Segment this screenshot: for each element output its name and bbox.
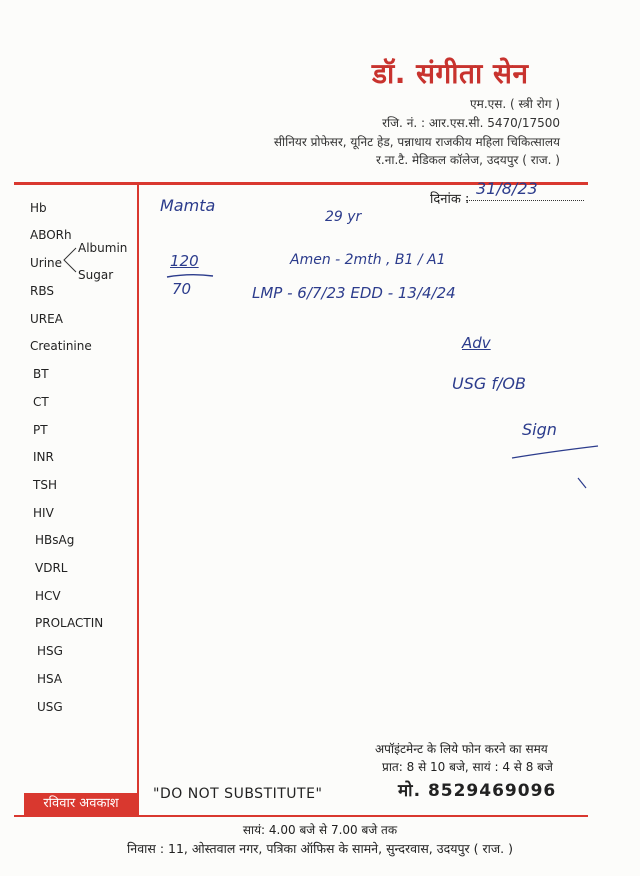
handwritten-patient-name: Mamta: [160, 196, 216, 215]
test-creatinine: Creatinine: [30, 339, 92, 353]
appointment-times: प्रात: 8 से 10 बजे, सायं : 4 से 8 बजे: [382, 760, 553, 774]
handwritten-date: 31/8/23: [476, 179, 538, 198]
handwritten-bp-bottom: 70: [172, 280, 192, 298]
test-prolactin: PROLACTIN: [35, 616, 104, 630]
test-urea: UREA: [30, 312, 63, 326]
test-hsg: HSG: [37, 644, 63, 658]
test-sugar: Sugar: [78, 268, 114, 282]
date-line: [466, 200, 584, 201]
test-ct: CT: [33, 395, 49, 409]
registration-number: रजि. नं. : आर.एस.सी. 5470/17500: [382, 116, 560, 130]
footer-divider: [14, 815, 588, 817]
test-hbsag: HBsAg: [35, 533, 75, 547]
handwritten-line-1: Amen - 2mth , B1 / A1: [290, 252, 446, 268]
test-albumin: Albumin: [78, 241, 128, 255]
test-tsh: TSH: [33, 478, 57, 492]
date-label: दिनांक :: [430, 192, 470, 207]
handwritten-bp-top: 120: [170, 252, 199, 270]
test-pt: PT: [33, 423, 48, 437]
signature-stroke: [508, 440, 604, 492]
test-hsa: HSA: [37, 672, 63, 686]
doctor-degree: एम.एस. ( स्त्री रोग ): [470, 97, 560, 111]
test-usg: USG: [37, 700, 63, 714]
test-urine: Urine: [30, 256, 63, 270]
phone-number: मो. 8529469096: [398, 781, 557, 801]
test-hcv: HCV: [35, 589, 61, 603]
doctor-name: डॉ. संगीता सेन: [372, 57, 529, 90]
do-not-substitute: "DO NOT SUBSTITUTE": [153, 786, 323, 802]
test-inr: INR: [33, 450, 54, 464]
tests-column-divider: [137, 184, 139, 816]
test-aborh: ABORh: [30, 228, 72, 242]
test-hb: Hb: [30, 201, 47, 215]
urine-bracket-icon: [62, 246, 78, 274]
handwritten-line-2: LMP - 6/7/23 EDD - 13/4/24: [252, 284, 456, 302]
handwritten-usg: USG f/OB: [452, 374, 526, 393]
handwritten-signature: Sign: [522, 420, 557, 439]
doctor-designation: सीनियर प्रोफेसर, यूनिट हेड, पन्नाधाय राजकीय महिला चिकित्सालय: [273, 135, 560, 149]
test-vdrl: VDRL: [35, 561, 68, 575]
sunday-holiday-badge: रविवार अवकाश: [24, 793, 138, 815]
evening-timing: सायं: 4.00 बजे से 7.00 बजे तक: [242, 823, 398, 837]
appointment-title: अपॉइंटमेन्ट के लिये फोन करने का समय: [375, 742, 548, 756]
test-hiv: HIV: [33, 506, 54, 520]
college-name: र.ना.टै. मेडिकल कॉलेज, उदयपुर ( राज. ): [375, 153, 560, 167]
test-bt: BT: [33, 367, 49, 381]
residence-address: निवास : 11, ओस्तवाल नगर, पत्रिका ऑफिस के सामने, सुन्दरवास, उदयपुर ( राज. ): [127, 841, 513, 856]
handwritten-advice: Adv: [462, 334, 491, 352]
test-rbs: RBS: [30, 284, 54, 298]
bp-fraction-line: [165, 272, 215, 280]
handwritten-age: 29 yr: [325, 209, 362, 225]
